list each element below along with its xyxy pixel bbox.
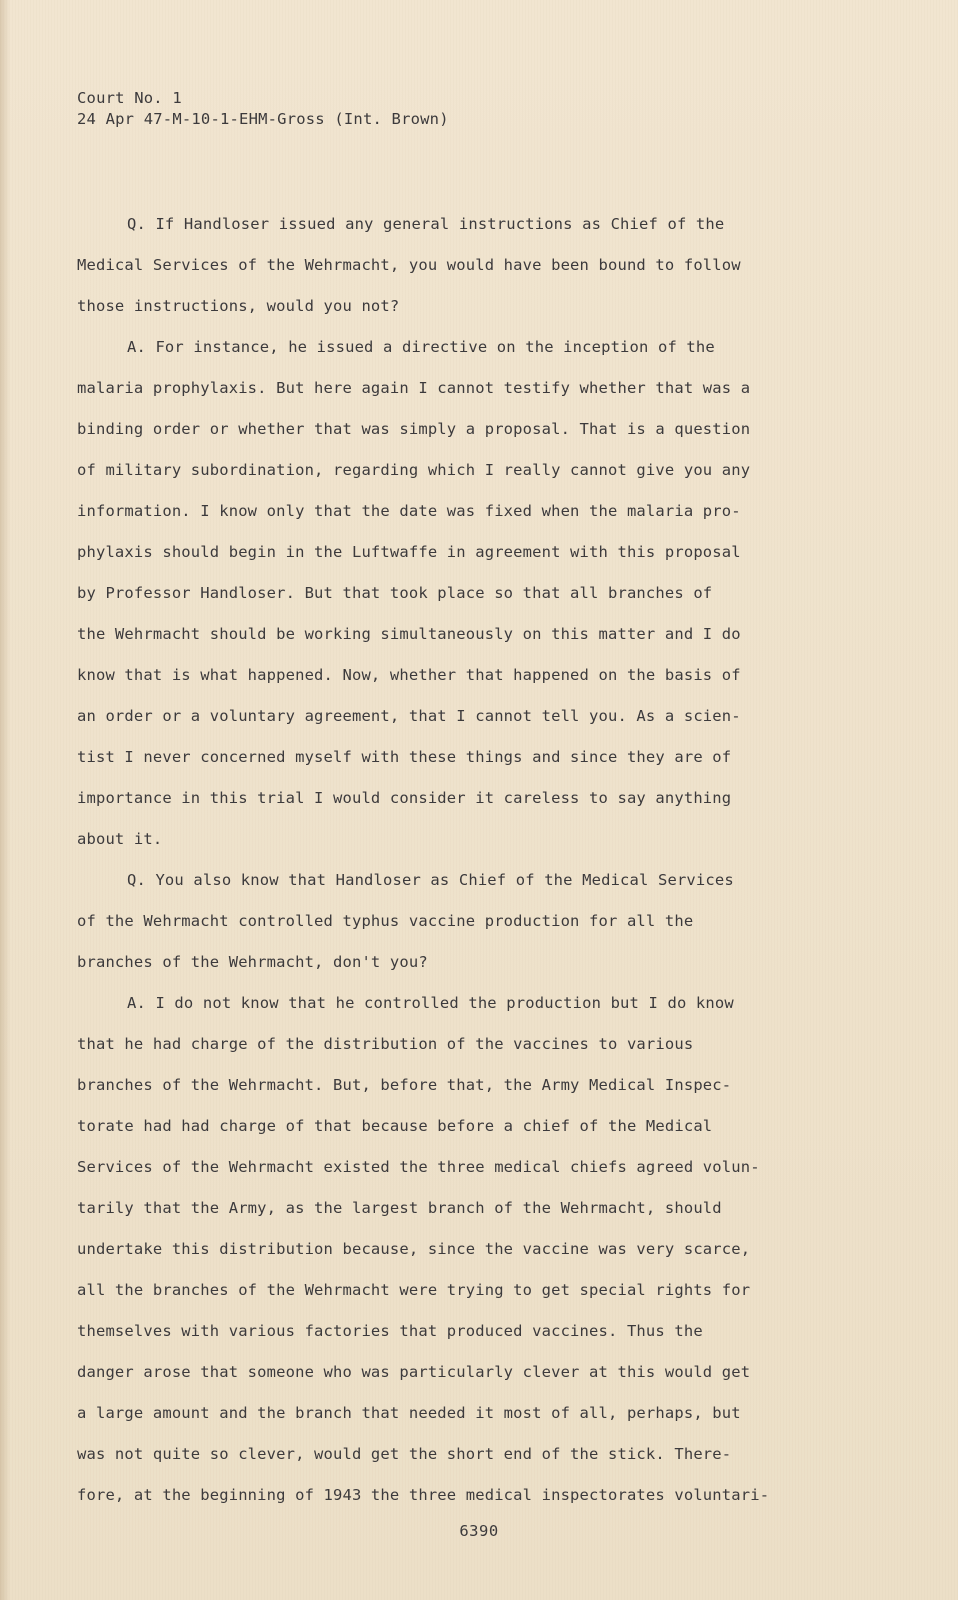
transcript-line: phylaxis should begin in the Luftwaffe in agreement with this proposal [77,543,741,561]
transcript-line: fore, at the beginning of 1943 the three medical inspectorates voluntari- [77,1486,770,1504]
transcript-line: branches of the Wehrmacht. But, before that, the Army Medical Inspec- [77,1076,732,1094]
transcript-line: that he had charge of the distribution of the vaccines to various [77,1035,694,1053]
document-header [77,88,449,130]
transcript-line: importance in this trial I would consider it careless to say anything [77,789,732,807]
transcript-line: tarily that the Army, as the largest branch of the Wehrmacht, should [77,1199,722,1217]
transcript-line: Q. You also know that Handloser as Chief of the Medical Services [127,871,734,889]
transcript-line: Services of the Wehrmacht existed the three medical chiefs agreed volun- [77,1158,760,1176]
transcript-line: by Professor Handloser. But that took place so that all branches of [77,584,713,602]
court-number: Court No. 1 [77,89,182,107]
transcript-line: all the branches of the Wehrmacht were trying to get special rights for [77,1281,751,1299]
transcript-line: know that is what happened. Now, whether that happened on the basis of [77,666,741,684]
transcript-line: information. I know only that the date was fixed when the malaria pro- [77,502,741,520]
transcript-line: of the Wehrmacht controlled typhus vaccine production for all the [77,912,694,930]
transcript-line: malaria prophylaxis. But here again I cannot testify whether that was a [77,379,751,397]
transcript-body [77,204,837,1516]
transcript-line: Medical Services of the Wehrmacht, you would have been bound to follow [77,256,741,274]
transcript-line: tist I never concerned myself with these things and since they are of [77,748,732,766]
transcript-line: torate had had charge of that because before a chief of the Medical [77,1117,713,1135]
transcript-line: of military subordination, regarding which I really cannot give you any [77,461,751,479]
transcript-line: branches of the Wehrmacht, don't you? [77,953,428,971]
transcript-line: was not quite so clever, would get the short end of the stick. There- [77,1445,732,1463]
transcript-line: A. For instance, he issued a directive on the inception of the [127,338,715,356]
transcript-line: Q. If Handloser issued any general instructions as Chief of the [127,215,725,233]
transcript-line: about it. [77,830,163,848]
transcript-line: a large amount and the branch that needed it most of all, perhaps, but [77,1404,741,1422]
transcript-line: the Wehrmacht should be working simultaneously on this matter and I do [77,625,741,643]
transcript-line: danger arose that someone who was particularly clever at this would get [77,1363,751,1381]
transcript-line: an order or a voluntary agreement, that I cannot tell you. As a scien- [77,707,741,725]
transcript-line: those instructions, would you not? [77,297,400,315]
transcript-line: undertake this distribution because, since the vaccine was very scarce, [77,1240,751,1258]
transcript-line: binding order or whether that was simply a proposal. That is a question [77,420,751,438]
transcript-reference: 24 Apr 47-M-10-1-EHM-Gross (Int. Brown) [77,110,449,128]
page-edge-shadow [0,0,10,1600]
transcript-line: A. I do not know that he controlled the production but I do know [127,994,734,1012]
transcript-line: themselves with various factories that produced vaccines. Thus the [77,1322,703,1340]
page-number: 6390 [459,1522,499,1540]
